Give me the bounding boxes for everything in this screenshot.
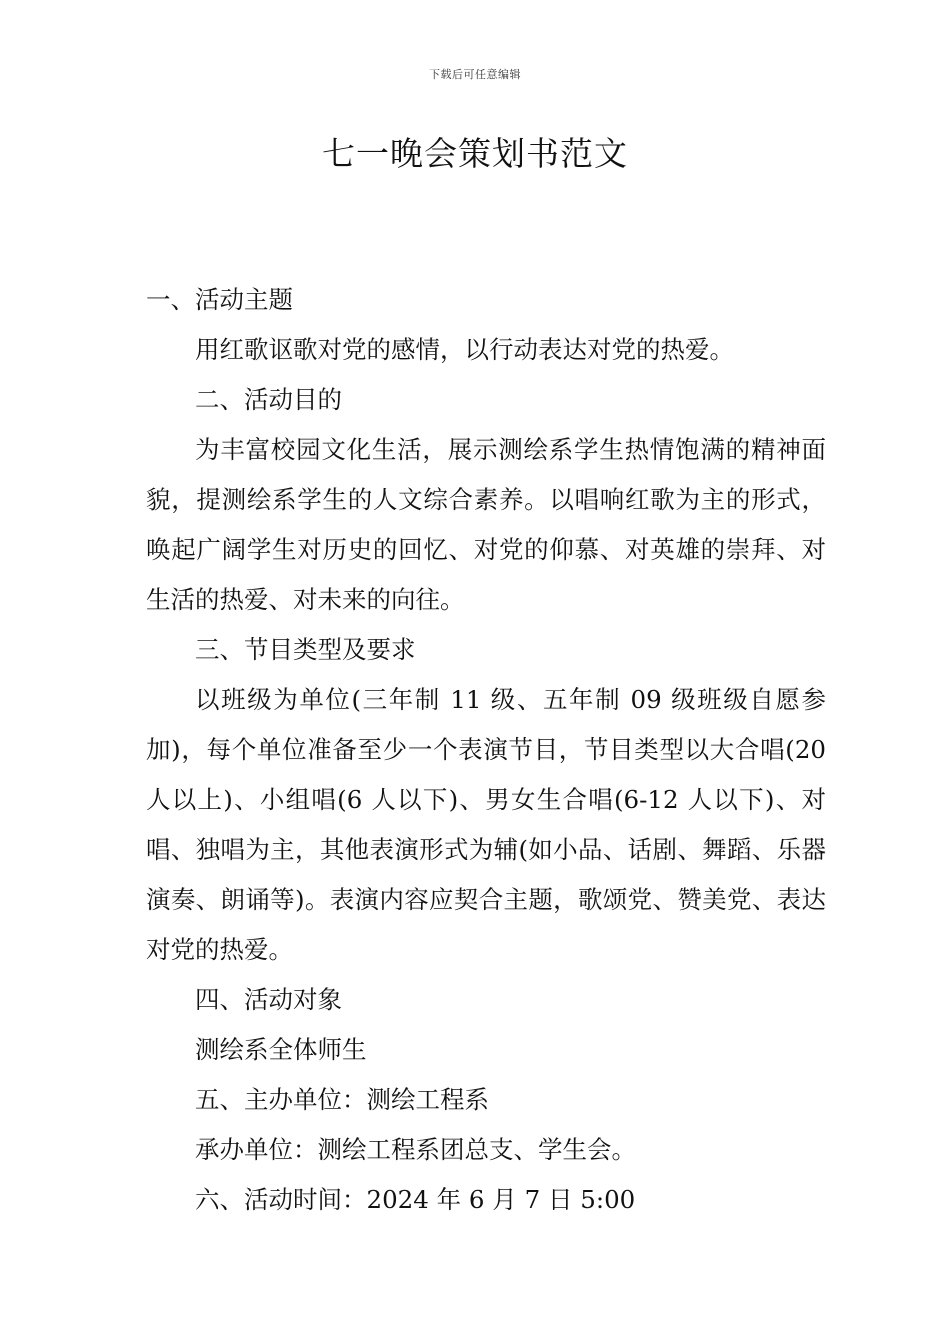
document-title: 七一晚会策划书范文 xyxy=(322,134,628,173)
section-heading-program-types: 三、节目类型及要求 xyxy=(195,635,416,664)
section-heading-theme: 一、活动主题 xyxy=(146,285,293,314)
header-note: 下载后可任意编辑 xyxy=(429,68,521,81)
section-heading-time: 六、活动时间：2024 年 6 月 7 日 5:00 xyxy=(195,1185,636,1214)
section-heading-purpose: 二、活动目的 xyxy=(195,385,342,414)
paragraph-program-types: 以班级为单位(三年制 11 级、五年制 09 级班级自愿参加)，每个单位准备至少一个表演节目，节目类型以大合唱(20 人以上)、小组唱(6 人以下)、男女生合唱(6-12 人以下)、对唱、独唱为主，其他表演形式为辅(如小品、话剧、舞蹈、乐器演奏、朗诵等)。表演内容应契合主题，歌颂党、赞美党、表达对党的热爱。 xyxy=(146,685,826,964)
paragraph-purpose: 为丰富校园文化生活，展示测绘系学生热情饱满的精神面貌，提测绘系学生的人文综合素养。以唱响红歌为主的形式，唤起广阔学生对历史的回忆、对党的仰慕、对英雄的崇拜、对生活的热爱、对未来的向往。 xyxy=(146,435,826,614)
paragraph-co-organizer: 承办单位：测绘工程系团总支、学生会。 xyxy=(195,1135,636,1164)
paragraph-audience: 测绘系全体师生 xyxy=(195,1035,367,1064)
section-heading-organizer: 五、主办单位：测绘工程系 xyxy=(195,1085,489,1114)
section-heading-audience: 四、活动对象 xyxy=(195,985,342,1014)
document-body xyxy=(146,275,826,1225)
paragraph-theme: 用红歌讴歌对党的感情，以行动表达对党的热爱。 xyxy=(195,335,734,364)
